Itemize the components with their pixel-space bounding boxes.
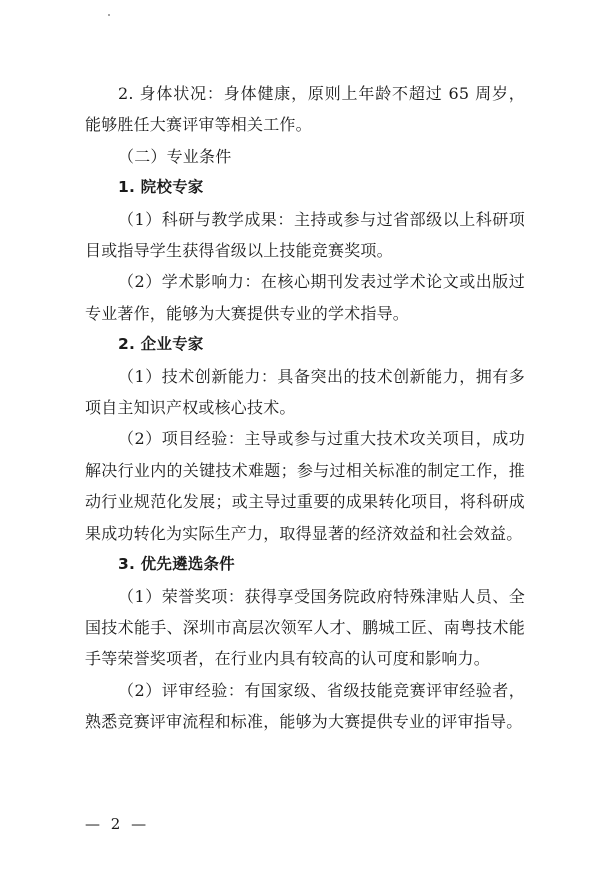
paragraph-review-experience: （2）评审经验：有国家级、省级技能竞赛评审经验者，熟悉竞赛评审流程和标准，能够为大赛提供专业的评审指导。 [85, 680, 525, 732]
subheading-priority-conditions: 3. 优先遴选条件 [118, 555, 235, 574]
section-heading-professional-conditions: （二）专业条件 [118, 146, 232, 166]
paragraph-project-experience: （2）项目经验：主导或参与过重大技术攻关项目，成功解决行业内的关键技术难题；参与过相关标准的制定工作，推动行业规范化发展；或主导过重要的成果转化项目，将科研成果成功转化为实际生产力，取得显著的经济效益和社会效益。 [85, 429, 525, 543]
paragraph-honors-awards: （1）荣誉奖项：获得享受国务院政府特殊津贴人员、全国技术能手、深圳市高层次领军人才、鹏城工匠、南粤技术能手等荣誉奖项者，在行业内具有较高的认可度和影响力。 [85, 586, 525, 669]
scan-speck [108, 14, 110, 16]
page-number: — 2 — [85, 815, 150, 833]
paragraph-innovation-ability: （1）技术创新能力：具备突出的技术创新能力，拥有多项自主知识产权或核心技术。 [85, 366, 525, 418]
subheading-academic-experts: 1. 院校专家 [118, 178, 204, 197]
subheading-enterprise-experts: 2. 企业专家 [118, 335, 204, 354]
paragraph-academic-influence: （2）学术影响力：在核心期刊发表过学术论文或出版过专业著作，能够为大赛提供专业的学术指导。 [85, 272, 525, 323]
document-body [85, 78, 525, 738]
paragraph-research-achievements: （1）科研与教学成果：主持或参与过省部级以上科研项目或指导学生获得省级以上技能竞赛奖项。 [85, 209, 525, 261]
paragraph-health-condition: 2. 身体状况：身体健康，原则上年龄不超过 65 周岁，能够胜任大赛评审等相关工作。 [85, 84, 525, 135]
